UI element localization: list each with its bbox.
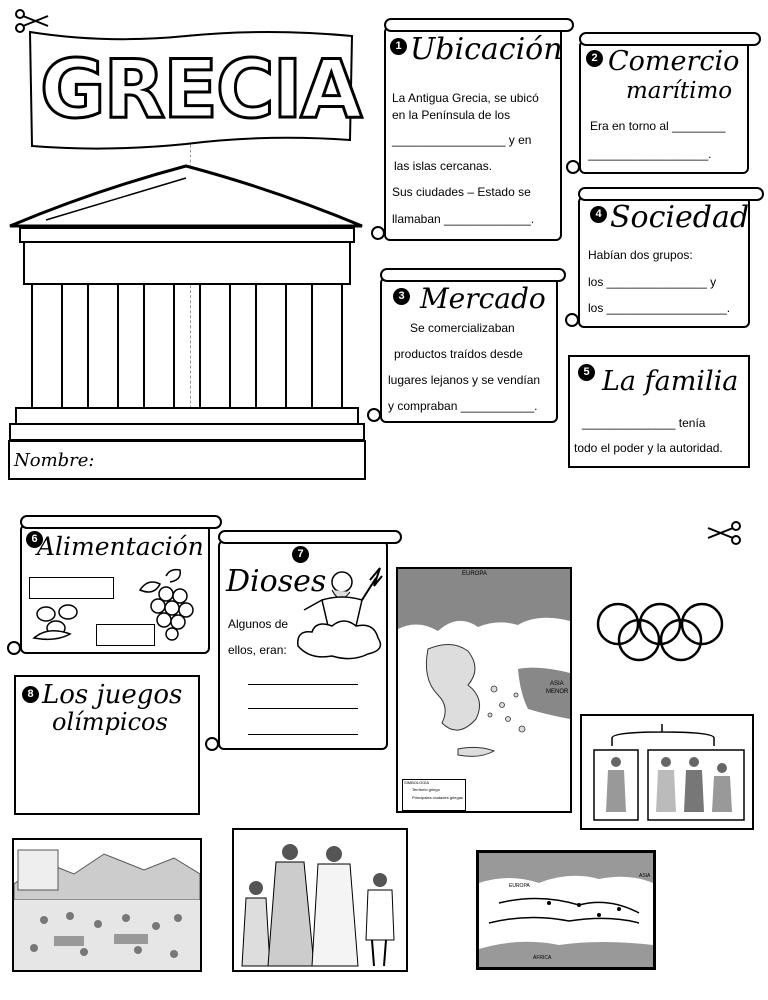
greece-map [396, 567, 572, 813]
section-number: 4 [590, 206, 607, 223]
section-number: 7 [292, 546, 309, 563]
dioses-line: Algunos de [228, 617, 289, 631]
map-label: EUROPA [462, 571, 487, 577]
comercio-line: __________________. [588, 147, 712, 161]
map-label: EUROPA [509, 883, 530, 889]
zeus-icon [292, 560, 386, 664]
sociedad-line: los __________________. [588, 301, 731, 315]
comercio-title: Comercio [608, 46, 740, 77]
sociedad-line: los _______________ y [588, 275, 717, 289]
comercio-title: marítimo [626, 78, 733, 104]
temple-illustration [6, 160, 368, 482]
map-label: ASIA [639, 873, 651, 879]
trade-map [476, 850, 656, 970]
map-legend-item: Principales ciudades griegas [412, 795, 463, 800]
section-number: 3 [393, 288, 410, 305]
social-classes-picture [580, 714, 754, 830]
section-number: 8 [22, 686, 39, 703]
alimentacion-title: Alimentación [37, 532, 204, 561]
dioses-title: Dioses [226, 564, 327, 599]
mercado-line: productos traídos desde [394, 347, 523, 361]
page-title: GRECIA [40, 43, 361, 136]
grapes-icon [136, 566, 200, 642]
sociedad-title: Sociedad [610, 200, 750, 235]
olympic-rings-icon [594, 600, 726, 662]
market-picture [12, 838, 202, 972]
map-legend-item: Territorio griego [412, 787, 440, 792]
familia-line: ______________ tenía [582, 416, 706, 430]
mercado-title: Mercado [420, 282, 546, 315]
section-number: 6 [26, 531, 43, 548]
answer-line[interactable] [248, 684, 358, 685]
ubicacion-line: Sus ciudades – Estado se [392, 185, 531, 199]
mercado-line: Se comercializaban [410, 321, 515, 335]
answer-line[interactable] [248, 734, 358, 735]
family-picture [232, 828, 408, 972]
map-legend-title: SIMBOLOGÍA [404, 780, 430, 785]
familia-line: todo el poder y la autoridad. [574, 441, 723, 455]
map-label: ÁFRICA [533, 955, 552, 961]
mercado-line: y compraban ___________. [388, 399, 538, 413]
comercio-line: Era en torno al ________ [590, 119, 726, 133]
ubicacion-line: La Antigua Grecia, se ubicó [392, 91, 539, 105]
answer-box[interactable] [29, 577, 114, 599]
sociedad-line: Habían dos grupos: [588, 248, 693, 262]
ubicacion-line: en la Península de los [392, 108, 511, 122]
juegos-title: Los juegos [42, 680, 183, 710]
ubicacion-line: las islas cercanas. [394, 159, 493, 173]
ubicacion-title: Ubicación [410, 32, 563, 67]
juegos-title: olímpicos [52, 708, 168, 736]
map-label: ASIA [550, 681, 564, 687]
section-number: 1 [390, 38, 407, 55]
section-number: 2 [586, 50, 603, 67]
scissors-icon [706, 520, 742, 546]
section-number: 5 [578, 364, 595, 381]
ubicacion-line: llamaban _____________. [392, 212, 535, 226]
dioses-line: ellos, eran: [228, 643, 287, 657]
familia-title: La familia [602, 366, 739, 397]
answer-line[interactable] [248, 708, 358, 709]
mercado-line: lugares lejanos y se vendían [388, 373, 541, 387]
olives-icon [30, 600, 86, 642]
name-label: Nombre: [14, 450, 95, 471]
ubicacion-line: _________________ y en [392, 133, 532, 147]
map-label: MENOR [546, 689, 569, 695]
